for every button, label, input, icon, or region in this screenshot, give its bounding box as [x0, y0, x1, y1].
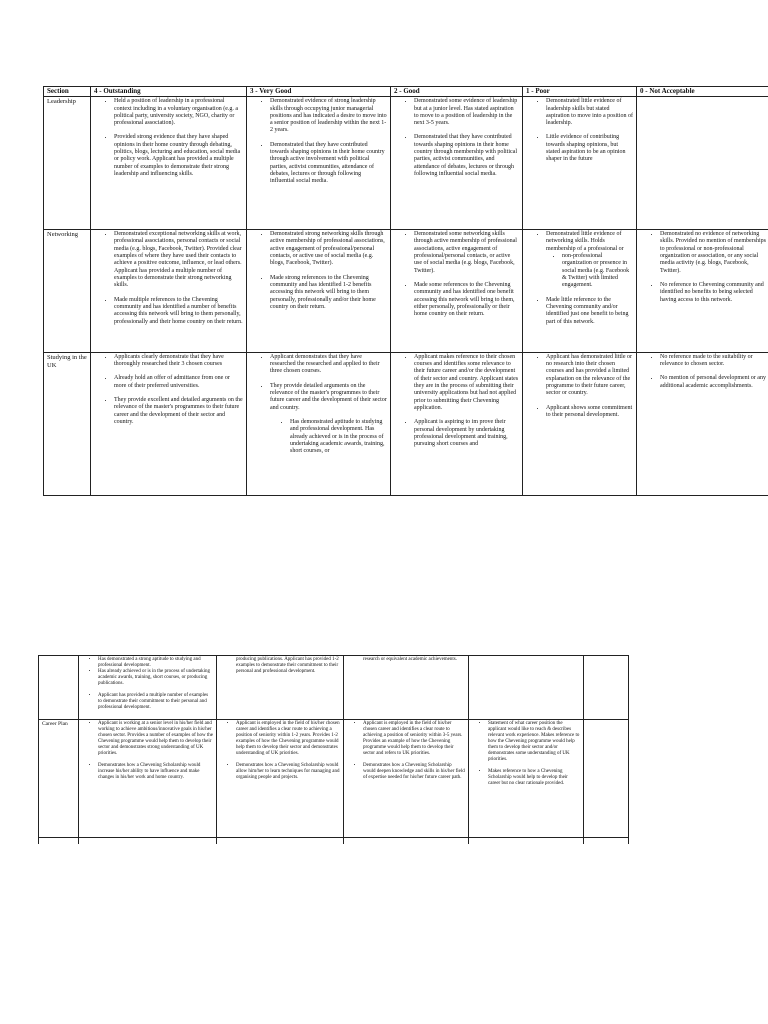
list-item: • Applicant has provided a multiple number of examples to demonstrate their commitment to their personal and professional development.: [98, 693, 213, 711]
list-item: • Made some references to the Chevening community and has identified one benefit accessing this network will bring to them, either personally, professionally or their home country on their return.: [414, 282, 519, 319]
list-item: • Demonstrated some networking skills through active membership of professional associations, active engagement of professional/personal contacts, or active use of social media (e.g. blogs, Facebook, Twitter).: [414, 231, 519, 275]
list-item: • Applicant is employed in the field of his/her chosen career and identifies a clear route to achieving a position of seniority within 1-2 years. Provides 1-2 examples of how the Chevening programme would help them to develop their sector and demonstrates understanding of UK priorities.: [236, 721, 340, 757]
cell-very-good: [217, 720, 344, 838]
header-section: Section: [44, 87, 91, 97]
empty-cell: [584, 838, 629, 845]
empty-cell: [217, 838, 344, 845]
list-item: • No reference made to the suitability or relevance to chosen sector.: [660, 354, 767, 369]
cell-outstanding: [79, 656, 217, 720]
list-item: • Demonstrated that they have contributed towards shaping opinions in their home country through membership with political parties, activist communities, and attendance of debates, lectures or through following influential social media.: [414, 134, 519, 178]
list-item: • non-professional organization or presence in social media (e.g. Facebook & Twitter) with limited engagement.: [562, 253, 633, 290]
cell-good: [344, 720, 469, 838]
list-item: • Made multiple references to the Chevening community and has identified a number of benefits accessing this network will bring to them personally, professionally and their home country on their return.: [114, 297, 243, 326]
list-item: • Demonstrated that they have contributed towards shaping opinions in their home country through active involvement with political parties, activist communities, attendance of debates, lectures or through following influential social media.: [270, 142, 387, 186]
cell-good: [391, 230, 523, 353]
cell-poor: [523, 352, 637, 495]
list-item: • Provided strong evidence that they have shaped opinions in their home country through debating, politics, blogs, lecturing and education, social media or policy work. Applicant has provided a multiple number of examples to demonstrate their strong leadership and influencing skills.: [114, 134, 243, 178]
list-item: • Demonstrated exceptional networking skills at work, professional associations, personal contacts or social media (e.g. blogs, Facebook, Twitter). Provided clear examples of where they have used their contacts to achieve a positive outcome, influence, or lead others. Applicant has provided a multiple number of examples to demonstrate their strong networking skills.: [114, 231, 243, 290]
list-item: • Demonstrated little evidence of leadership skills but stated aspiration to move into a position of leadership.: [546, 98, 633, 127]
list-item: producing publications. Applicant has provided 1-2 examples to demonstrate their commitment to their personal and professional development.: [236, 657, 339, 674]
cell-outstanding: [91, 230, 247, 353]
list-item: • Has demonstrated a strong aptitude to studying and professional development.: [98, 657, 213, 669]
list-item: [270, 419, 387, 456]
empty-cell: [344, 838, 469, 845]
list-item: • Applicant has demonstrated little or no research into their chosen courses and has provided a limited explanation on the relevance of the programme to their future career, sector or country.: [546, 354, 633, 398]
list-item: • Demonstrated no evidence of networking skills. Provided no mention of memberships to professional or non-professional organization or association, or any social media activity (e.g. blogs, Facebook, Twitter).: [660, 231, 767, 275]
empty-cell: [469, 838, 584, 845]
header-not-acceptable: 0 - Not Acceptable: [637, 87, 768, 97]
cell-very-good: [247, 230, 391, 353]
list-item: • Applicant is aspiring to im prove their personal development by undertaking professional development and training, pursuing short courses and: [414, 419, 519, 448]
cell-poor: [523, 97, 637, 230]
list-item: • Demonstrates how a Chevening Scholarship would allow him/her to learn techniques for managing and organising people and projects.: [236, 763, 340, 781]
list-item: • Demonstrates how a Chevening Scholarship would deepen knowledge and skills in his/her field of expertise needed for his/her future career path.: [363, 763, 465, 781]
list-item: • Has already achieved or is in the process of undertaking academic awards, training, short courses, or producing publications.: [98, 669, 213, 687]
header-outstanding: 4 - Outstanding: [91, 87, 247, 97]
list-item: • Applicant demonstrates that they have researched the researched and applied to their three chosen courses.: [270, 354, 387, 376]
empty-cell: [79, 838, 217, 845]
list-item: • No mention of personal development or any additional academic accomplishments.: [660, 375, 767, 390]
list-item: research or equivalent academic achievements.: [363, 657, 457, 662]
list-item: • Demonstrated little evidence of networking skills. Holds membership of a professional or: [546, 231, 633, 253]
table-row-leadership: [44, 97, 768, 230]
table-row-trailing: [39, 838, 629, 845]
section-label: Studying in the UK: [44, 352, 91, 495]
cell-not-acceptable: [637, 352, 768, 495]
cell-good: [391, 352, 523, 495]
cell-good: [391, 97, 523, 230]
header-poor: 1 - Poor: [523, 87, 637, 97]
scoring-table-top: [43, 86, 768, 496]
section-label: Networking: [44, 230, 91, 353]
cell-very-good: [247, 97, 391, 230]
list-item: • Applicants clearly demonstrate that they have thoroughly researched their 3 chosen courses: [114, 354, 243, 369]
sub-list-item: • Has demonstrated aptitude to studying and professional development. Has already achieved or is in the process of undertaking academic awards, training, short courses, or: [290, 419, 387, 456]
scoring-table-bottom: [38, 655, 629, 844]
list-item: • Applicant is employed in the field of his/her chosen career and identifies a clear route to achieving a position of seniority within 3-5 years. Provides an example of how the Chevening programme would help them to develop their sector and refers to UK priorities.: [363, 721, 465, 757]
cell-good: [344, 656, 469, 720]
list-item: • They provide detailed arguments on the relevance of the master's programmes to their future career and the development of their sector and country.: [270, 383, 387, 412]
header-good: 2 - Good: [391, 87, 523, 97]
list-item: • Held a position of leadership in a professional context including in a voluntary organisation (e.g. a political party, university society, NGO, charity or professional association).: [114, 98, 243, 127]
list-item: • Applicant is working at a senior level in his/her field and working to achieve ambitious/innovative goals in his/her chosen sector. Provides a number of examples of how the Chevening programme would help them to develop their sector and demonstrates strong understanding of UK priorities.: [98, 721, 213, 757]
list-item: • Statement of what career position the applicant would like to reach & describes relevant work experience. Makes reference to how the Chevening programme would help them to develop their sector and/or demonstrates some understanding of UK priorities.: [488, 721, 580, 763]
table-row-networking: [44, 230, 768, 353]
cell-very-good: [217, 656, 344, 720]
cell-very-good: [247, 352, 391, 495]
section-label: [39, 656, 79, 720]
list-item: • Applicant makes reference to their chosen courses and identifies some relevance to their future career and/or the development of their sector and country. Applicant states they are in the process of submitting their university applications but had not applied prior to submitting their Chevening application.: [414, 354, 519, 413]
cell-outstanding: [91, 352, 247, 495]
cell-poor: [523, 230, 637, 353]
list-item: • They provide excellent and detailed arguments on the relevance of the master's programmes to their future career and the development of their sector and country.: [114, 397, 243, 426]
list-item: • Little evidence of contributing towards shaping opinions, but stated aspiration to be an opinion shaper in the future: [546, 134, 633, 163]
section-label: Career Plan: [39, 720, 79, 838]
header-very-good: 3 - Very Good: [247, 87, 391, 97]
table-row-career-plan: [39, 720, 629, 838]
cell-not-acceptable: [637, 230, 768, 353]
section-label: Leadership: [44, 97, 91, 230]
list-item: • Demonstrated evidence of strong leadership skills through occupying junior managerial positions and has indicated a desire to move into a senior position of leadership within the next 1-2 years.: [270, 98, 387, 135]
cell-poor: [469, 656, 584, 720]
list-item: • Demonstrated strong networking skills through active membership of professional associations, active engagement of professional/personal contacts, or active use of social media (e.g. blogs, Facebook, Twitter).: [270, 231, 387, 268]
list-item: • Demonstrates how a Chevening Scholarship would increase his/her ability to have influence and make changes in his/her work and home country.: [98, 763, 213, 781]
list-item: • Makes reference to how a Chevening Scholarship would help to develop their career but no clear rationale provided.: [488, 769, 580, 787]
list-item: • Made strong references to the Chevening community and has identified 1-2 benefits accessing this network will bring to them personally, professionally and/or their home country on their return.: [270, 275, 387, 312]
cell-not-acceptable: [584, 656, 629, 720]
list-item: • Applicant shows some commitment to their personal development.: [546, 405, 633, 420]
header-row: [44, 87, 768, 97]
cell-outstanding: [91, 97, 247, 230]
table-row-studying-uk: [44, 352, 768, 495]
cell-not-acceptable: [637, 97, 768, 230]
cell-poor: [469, 720, 584, 838]
cell-not-acceptable: [584, 720, 629, 838]
table-row-continued: [39, 656, 629, 720]
list-item: • Made little reference to the Chevening community and/or identified just one benefit to being part of this network.: [546, 297, 633, 326]
empty-cell: [39, 838, 79, 845]
list-item: • No reference to Chevening community and identified no benefits to being selected having access to this network.: [660, 282, 767, 304]
cell-outstanding: [79, 720, 217, 838]
list-item: • Already hold an offer of admittance from one or more of their preferred universities.: [114, 375, 243, 390]
list-item: • Demonstrated some evidence of leadership but at a junior level. Has stated aspiration to move to a position of leadership in the next 3-5 years.: [414, 98, 519, 127]
